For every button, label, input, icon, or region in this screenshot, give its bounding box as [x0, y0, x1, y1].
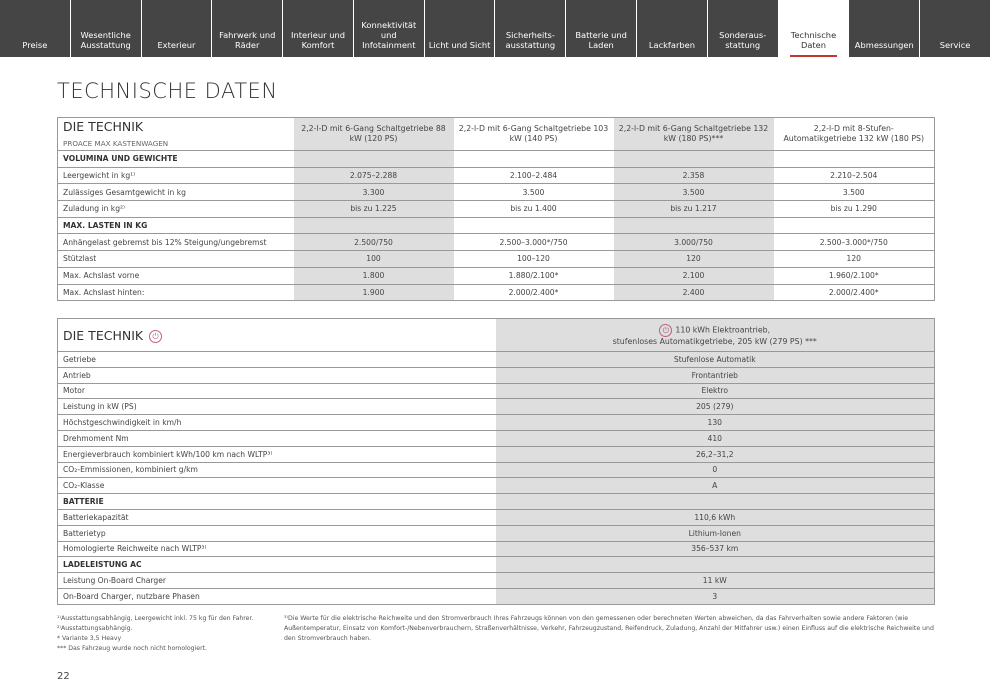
- column-header-line1: 110 kWh Elektroantrieb,: [675, 325, 771, 334]
- footnote: ¹⁾Ausstattungsabhängig, Leergewicht inkl. 75 kg für den Fahrer.: [57, 615, 254, 622]
- column-header: 2,2-l-D mit 6-Gang Schaltgetriebe 132 kW (180 PS)***: [614, 118, 774, 151]
- tab-konnektivität-und-infotainment[interactable]: Konnektivität und Infotainment: [354, 0, 424, 57]
- cell-value: 2.500/750: [294, 234, 454, 251]
- cell-value: 3.500: [614, 184, 774, 201]
- cell-value: bis zu 1.290: [774, 201, 935, 218]
- row-label: Homologierte Reichweite nach WLTP³⁾: [58, 541, 496, 557]
- table-row: [58, 588, 935, 604]
- table-title: DIE TECHNIK: [63, 327, 144, 343]
- cell-value: bis zu 1.225: [294, 201, 454, 218]
- cell-value: 1.900: [294, 284, 454, 301]
- cell-value: Frontantrieb: [496, 367, 935, 383]
- cell-value: 205 (279): [496, 399, 935, 415]
- tab-fahrwerk-und-räder[interactable]: Fahrwerk und Räder: [212, 0, 282, 57]
- table-row: [58, 573, 935, 589]
- table-row: [58, 267, 935, 284]
- cell-value: 120: [614, 251, 774, 268]
- cell-value: 2.000/2.400*: [454, 284, 614, 301]
- table-row: [58, 494, 935, 510]
- tab-technische-daten[interactable]: Technische Daten: [779, 0, 849, 57]
- table-row: [58, 557, 935, 573]
- row-label: Batterietyp: [58, 525, 496, 541]
- page-number: 22: [57, 671, 70, 682]
- cell-value: 2.100–2.484: [454, 167, 614, 184]
- table-row: [58, 284, 935, 301]
- row-label: Batteriekapazität: [58, 509, 496, 525]
- row-label: MAX. LASTEN IN KG: [58, 217, 294, 234]
- table-row: [58, 367, 935, 383]
- tab-wesentliche-ausstattung[interactable]: Wesentliche Ausstattung: [71, 0, 141, 57]
- cell-value: [774, 217, 935, 234]
- cell-value: 130: [496, 415, 935, 431]
- tab-sonderaus-stattung[interactable]: Sonderaus-stattung: [708, 0, 778, 57]
- row-label: Zuladung in kg²⁾: [58, 201, 294, 218]
- cell-value: 2.210–2.504: [774, 167, 935, 184]
- table-row: [58, 217, 935, 234]
- footnote-right: ³⁾Die Werte für die elektrische Reichweite und den Stromverbrauch Ihres Fahrzeugs können von den gemessenen oder berechneten Werten abweichen, da das Fahrverhalten sowie andere Faktoren (wie Außentemperatur, Einsatz von Komfort-/Nebenverbrauchern, Straßenverhältnisse, Verkehr, Fahrzeugzustand, Reifendruck, Zuladung, Anzahl der Mitfahrer usw.) einen Einfluss auf die elektrische Reichweite und den Stromverbrauch haben.: [284, 615, 934, 642]
- row-label: Motor: [58, 383, 496, 399]
- cell-value: [454, 151, 614, 168]
- cell-value: Stufenlose Automatik: [496, 352, 935, 368]
- table-row: [58, 509, 935, 525]
- cell-value: 110,6 kWh: [496, 509, 935, 525]
- row-label: LADELEISTUNG AC: [58, 557, 496, 573]
- row-label: On-Board Charger, nutzbare Phasen: [58, 588, 496, 604]
- column-header: 2,2-l-D mit 6-Gang Schaltgetriebe 88 kW (120 PS): [294, 118, 454, 151]
- row-label: Leergewicht in kg¹⁾: [58, 167, 294, 184]
- table-row: [58, 430, 935, 446]
- cell-value: 100: [294, 251, 454, 268]
- column-header: 2,2-l-D mit 8-Stufen-Automatikgetriebe 132 kW (180 PS): [774, 118, 935, 151]
- row-label: Max. Achslast hinten:: [58, 284, 294, 301]
- electric-plug-icon: ⏻: [659, 324, 672, 337]
- cell-value: [614, 217, 774, 234]
- row-label: Drehmoment Nm: [58, 430, 496, 446]
- cell-value: [454, 217, 614, 234]
- column-header-line2: stufenloses Automatikgetriebe, 205 kW (279 PS) ***: [612, 336, 817, 346]
- tab-service[interactable]: Service: [920, 0, 990, 57]
- column-header: [496, 319, 935, 352]
- row-label: Anhängelast gebremst bis 12% Steigung/ungebremst: [58, 234, 294, 251]
- section-nav: [0, 0, 990, 57]
- table-row: [58, 462, 935, 478]
- cell-value: Lithium-Ionen: [496, 525, 935, 541]
- table-row: [58, 525, 935, 541]
- table-header: [58, 319, 496, 352]
- cell-value: 410: [496, 430, 935, 446]
- row-label: Leistung On-Board Charger: [58, 573, 496, 589]
- table-row: [58, 383, 935, 399]
- table-row: [58, 167, 935, 184]
- cell-value: 2.500–3.000*/750: [774, 234, 935, 251]
- footnote: * Variante 3,5 Heavy: [57, 635, 122, 642]
- cell-value: 120: [774, 251, 935, 268]
- tech-table-diesel: [57, 117, 935, 301]
- row-label: Stützlast: [58, 251, 294, 268]
- table-row: [58, 151, 935, 168]
- cell-value: 2.500–3.000*/750: [454, 234, 614, 251]
- table-subtitle: PROACE MAX KASTENWAGEN: [63, 139, 169, 148]
- tab-interieur-und-komfort[interactable]: Interieur und Komfort: [283, 0, 353, 57]
- row-label: Zulässiges Gesamtgewicht in kg: [58, 184, 294, 201]
- cell-value: bis zu 1.217: [614, 201, 774, 218]
- table-row: [58, 541, 935, 557]
- cell-value: 3.500: [774, 184, 935, 201]
- tab-sicherheits-ausstattung[interactable]: Sicherheits-ausstattung: [495, 0, 565, 57]
- cell-value: 2.400: [614, 284, 774, 301]
- row-label: Getriebe: [58, 352, 496, 368]
- cell-value: 2.000/2.400*: [774, 284, 935, 301]
- cell-value: 11 kW: [496, 573, 935, 589]
- cell-value: 1.800: [294, 267, 454, 284]
- cell-value: 3.300: [294, 184, 454, 201]
- cell-value: 3.500: [454, 184, 614, 201]
- row-label: Max. Achslast vorne: [58, 267, 294, 284]
- row-label: Leistung in kW (PS): [58, 399, 496, 415]
- row-label: BATTERIE: [58, 494, 496, 510]
- cell-value: 3: [496, 588, 935, 604]
- footnotes-left: [57, 614, 282, 654]
- tab-abmessungen[interactable]: Abmessungen: [849, 0, 919, 57]
- cell-value: [774, 151, 935, 168]
- table-row: [58, 251, 935, 268]
- tab-preise[interactable]: Preise: [0, 0, 70, 57]
- table-row: [58, 201, 935, 218]
- table-row: [58, 446, 935, 462]
- column-header: 2,2-l-D mit 6-Gang Schaltgetriebe 103 kW (140 PS): [454, 118, 614, 151]
- footnote: *** Das Fahrzeug wurde noch nicht homologiert.: [57, 645, 208, 652]
- table-title: DIE TECHNIK: [63, 119, 144, 134]
- cell-value: 0: [496, 462, 935, 478]
- row-label: Antrieb: [58, 367, 496, 383]
- cell-value: 1.880/2.100*: [454, 267, 614, 284]
- cell-value: 2.100: [614, 267, 774, 284]
- cell-value: 2.358: [614, 167, 774, 184]
- table-row: [58, 234, 935, 251]
- electric-plug-icon: ⏻: [149, 330, 162, 343]
- page-title: TECHNISCHE DATEN: [57, 79, 278, 103]
- tech-table-electric: [57, 318, 935, 605]
- cell-value: 100–120: [454, 251, 614, 268]
- cell-value: 3.000/750: [614, 234, 774, 251]
- table-header: [58, 118, 294, 151]
- cell-value: 2.075–2.288: [294, 167, 454, 184]
- row-label: VOLUMINA UND GEWICHTE: [58, 151, 294, 168]
- cell-value: [614, 151, 774, 168]
- cell-value: [496, 557, 935, 573]
- tab-lackfarben[interactable]: Lackfarben: [637, 0, 707, 57]
- table-row: [58, 184, 935, 201]
- row-label: CO₂-Klasse: [58, 478, 496, 494]
- table-row: [58, 399, 935, 415]
- tab-exterieur[interactable]: Exterieur: [142, 0, 212, 57]
- cell-value: bis zu 1.400: [454, 201, 614, 218]
- cell-value: A: [496, 478, 935, 494]
- table-row: [58, 352, 935, 368]
- cell-value: [294, 151, 454, 168]
- cell-value: [294, 217, 454, 234]
- row-label: Höchstgeschwindigkeit in km/h: [58, 415, 496, 431]
- footnote: ²⁾Ausstattungsabhängig.: [57, 625, 133, 632]
- row-label: Energieverbrauch kombiniert kWh/100 km nach WLTP³⁾: [58, 446, 496, 462]
- cell-value: 26,2–31,2: [496, 446, 935, 462]
- table-row: [58, 478, 935, 494]
- cell-value: 356–537 km: [496, 541, 935, 557]
- row-label: CO₂-Emmissionen, kombiniert g/km: [58, 462, 496, 478]
- cell-value: [496, 494, 935, 510]
- tab-licht-und-sicht[interactable]: Licht und Sicht: [425, 0, 495, 57]
- table-row: [58, 415, 935, 431]
- tab-batterie-und-laden[interactable]: Batterie und Laden: [566, 0, 636, 57]
- cell-value: 1.960/2.100*: [774, 267, 935, 284]
- cell-value: Elektro: [496, 383, 935, 399]
